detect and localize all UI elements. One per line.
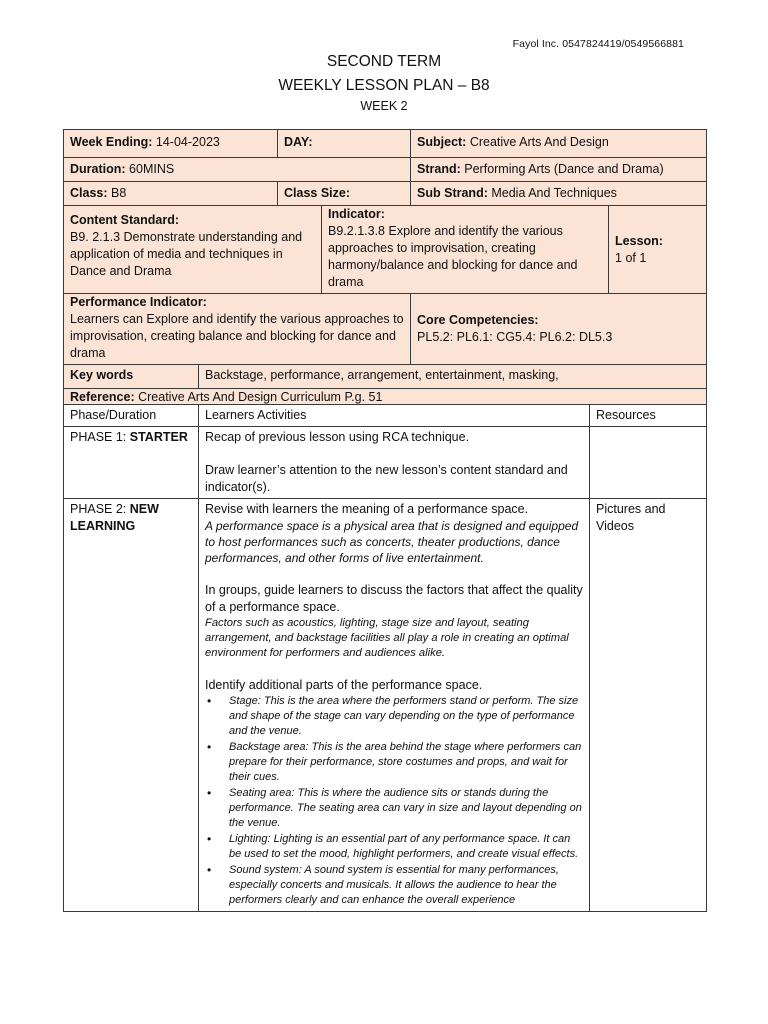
class-cell [64, 182, 278, 206]
info-row-class [64, 182, 707, 206]
content-standard-value: B9. 2.1.3 Demonstrate understanding and application of media and techniques in Dance and Drama [70, 230, 303, 278]
phase2-label-bold-2: LEARNING [70, 519, 136, 533]
phase1-label-bold: STARTER [129, 430, 188, 444]
spacer [205, 446, 583, 462]
list-item-backstage: • Backstage area: This is the area behind the stage where performers can prepare for their performance, store costumes and props, and wait for their cues. [229, 740, 583, 785]
content-standard-label: Content Standard: [70, 213, 180, 227]
indicator-cell [322, 206, 609, 294]
keywords-value-cell [199, 365, 707, 389]
lesson-info-table [63, 129, 707, 427]
phase1-resources-cell [590, 427, 707, 499]
lesson-cell [609, 206, 707, 294]
reference-value: Creative Arts And Design Curriculum P.g. 51 [138, 390, 383, 404]
info-row-performance [64, 294, 707, 365]
phase2-activities-cell [199, 499, 590, 912]
phase2-para1-italic: A performance space is a physical area that is designed and equipped to host performances such as concerts, theater productions, dance performances, and other forms of live entertainment. [205, 519, 579, 565]
lesson-phases-table [63, 404, 707, 912]
keywords-label: Key words [70, 368, 134, 382]
subject-label: Subject: [417, 135, 467, 149]
performance-indicator-value: Learners can Explore and identify the various approaches to improvisation, creating balance and blocking for dance and drama [70, 312, 404, 360]
reference-label: Reference: [70, 390, 135, 404]
phase2-resources-cell: Pictures and Videos [590, 499, 707, 912]
sub-strand-label: Sub Strand: [417, 186, 488, 200]
keywords-value: Backstage, performance, arrangement, entertainment, masking, [205, 368, 559, 382]
phase1-label-prefix: PHASE 1: [70, 430, 130, 444]
strand-value: Performing Arts (Dance and Drama) [464, 162, 664, 176]
class-size-label: Class Size: [284, 186, 351, 200]
sub-strand-cell [411, 182, 707, 206]
core-competencies-label: Core Competencies: [417, 313, 539, 327]
class-value: B8 [111, 186, 127, 200]
phase2-label-prefix: PHASE 2: [70, 502, 130, 516]
performance-indicator-label: Performance Indicator: [70, 295, 207, 309]
info-row-duration [64, 158, 707, 182]
phase2-para2: In groups, guide learners to discuss the factors that affect the quality of a performance space. [205, 583, 583, 614]
duration-label: Duration: [70, 162, 126, 176]
info-row-standard [64, 206, 707, 294]
performance-space-parts-list [205, 694, 583, 908]
header-resources: Resources [590, 405, 707, 427]
list-item-sound: • Sound system: A sound system is essential for many performances, especially concerts and musicals. It allows the audience to hear the performers clearly and can enhance the overall experience [229, 863, 583, 908]
page-title: WEEKLY LESSON PLAN – B8 [278, 77, 490, 94]
info-row-week [64, 130, 707, 158]
list-item-stage: • Stage: This is the area where the performers stand or perform. The size and shape of the stage can vary depending on the type of performance and the venue. [229, 694, 583, 739]
phase2-label-bold-1: NEW [129, 502, 159, 516]
phase-header-row [64, 405, 707, 427]
list-item-seating: • Seating area: This is where the audience sits or stands during the performance. The seating area can vary in size and layout depending on the venue. [229, 786, 583, 831]
subject-cell [411, 130, 707, 158]
strand-cell [411, 158, 707, 182]
core-competencies-cell [411, 294, 707, 365]
phase2-para1: Revise with learners the meaning of a performance space. [205, 502, 529, 516]
duration-cell [64, 158, 411, 182]
list-item-lighting: • Lighting: Lighting is an essential part of any performance space. It can be used to set the mood, highlight performers, and create visual effects. [229, 832, 583, 862]
company-contact: Fayol Inc. 0547824419/0549566881 [512, 38, 684, 50]
week-ending-cell [64, 130, 278, 158]
lesson-label: Lesson: [615, 233, 663, 248]
spacer [205, 566, 583, 582]
class-label: Class: [70, 186, 108, 200]
strand-label: Strand: [417, 162, 461, 176]
performance-indicator-cell [64, 294, 411, 365]
week-ending-label: Week Ending: [70, 135, 153, 149]
phase2-para3: Identify additional parts of the performance space. [205, 678, 483, 692]
lesson-value: 1 of 1 [615, 250, 647, 265]
phase1-activities-cell [199, 427, 590, 499]
week-ending-value: 14-04-2023 [155, 135, 220, 149]
phase1-label-cell [64, 427, 199, 499]
indicator-value: B9.2.1.3.8 Explore and identify the various approaches to improvisation, creating harmony/balance and blocking for dance and drama [328, 224, 578, 289]
phase2-row [64, 499, 707, 912]
phase1-activity-recap: Recap of previous lesson using RCA technique. [205, 430, 470, 444]
spacer [205, 661, 583, 677]
info-row-keywords [64, 365, 707, 389]
subject-value: Creative Arts And Design [469, 135, 609, 149]
day-label: DAY: [284, 135, 313, 149]
day-cell [278, 130, 411, 158]
core-competencies-value: PL5.2: PL6.1: CG5.4: PL6.2: DL5.3 [417, 330, 613, 344]
phase2-label-cell [64, 499, 199, 912]
sub-strand-value: Media And Techniques [491, 186, 617, 200]
header-learners-activities: Learners Activities [199, 405, 590, 427]
content-standard-cell [64, 206, 322, 294]
phase1-activity-attention: Draw learner’s attention to the new lesson’s content standard and indicator(s). [205, 463, 568, 494]
week-heading: WEEK 2 [360, 99, 408, 113]
phase2-para2-italic: Factors such as acoustics, lighting, stage size and layout, seating arrangement, and backstage facilities all play a role in creating an optimal environment for performers and audiences alike. [205, 617, 569, 659]
keywords-label-cell [64, 365, 199, 389]
duration-value: 60MINS [129, 162, 175, 176]
indicator-label: Indicator: [328, 207, 385, 221]
header-phase-duration: Phase/Duration [64, 405, 199, 427]
class-size-cell [278, 182, 411, 206]
phase1-row [64, 427, 707, 499]
term-heading: SECOND TERM [326, 53, 442, 70]
